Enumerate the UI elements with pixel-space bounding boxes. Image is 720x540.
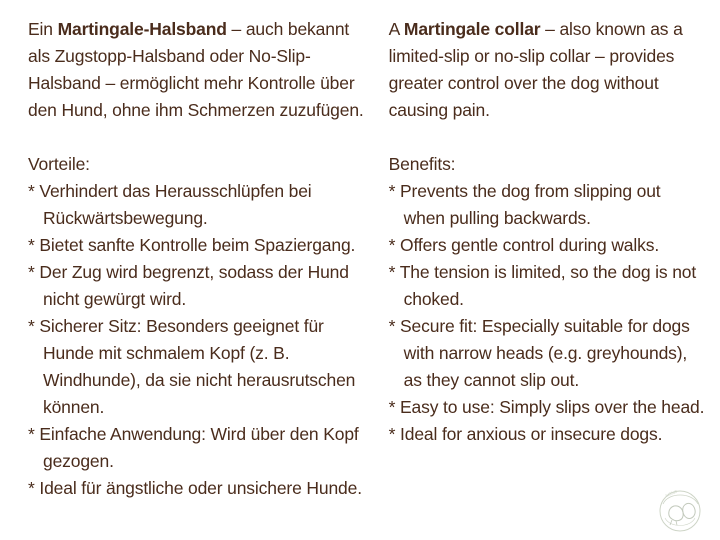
list-heading-german: Vorteile: bbox=[28, 154, 90, 174]
bullet-marker-icon: * bbox=[28, 424, 35, 444]
bullet-marker-icon: * bbox=[28, 316, 35, 336]
bullet-marker-icon: * bbox=[388, 316, 396, 336]
intro-bold-term: Martingale-Halsband bbox=[57, 19, 227, 39]
list-item-text: The tension is limited, so the dog is not choked. bbox=[399, 262, 697, 309]
list-item bbox=[389, 394, 706, 421]
list-item bbox=[28, 421, 367, 475]
bullet-marker-icon: * bbox=[28, 262, 35, 282]
list-item bbox=[389, 421, 706, 448]
bullet-marker-icon: * bbox=[388, 181, 396, 201]
bullet-marker-icon: * bbox=[28, 235, 35, 255]
list-item-text: Ideal für ängstliche oder unsichere Hunde. bbox=[39, 478, 362, 498]
list-item bbox=[389, 232, 706, 259]
list-item-text: Prevents the dog from slipping out when pulling backwards. bbox=[400, 181, 661, 228]
column-english bbox=[367, 16, 706, 540]
list-item-text: Verhindert das Herausschlüpfen bei Rückwärtsbewegung. bbox=[39, 181, 312, 228]
list-item bbox=[389, 313, 706, 394]
list-item-text: Offers gentle control during walks. bbox=[400, 235, 660, 255]
intro-text-after-bold: – also known as a limited-slip or no-slip collar – provides greater control over the dog without causing pain. bbox=[388, 19, 683, 120]
list-item bbox=[389, 259, 706, 313]
bullet-marker-icon: * bbox=[388, 235, 396, 255]
list-item bbox=[28, 475, 367, 502]
benefits-list-german bbox=[28, 178, 367, 502]
benefits-list-english bbox=[389, 178, 706, 448]
intro-text-after-bold: – auch bekannt als Zugstopp-Halsband oder No-Slip-Halsband – ermöglicht mehr Kontrolle über den Hund, ohne ihm Schmerzen zuzufügen. bbox=[28, 19, 364, 120]
column-german bbox=[28, 16, 367, 540]
list-item-text: Der Zug wird begrenzt, sodass der Hund nicht gewürgt wird. bbox=[39, 262, 349, 309]
list-item bbox=[28, 259, 367, 313]
list-heading-english: Benefits: bbox=[388, 154, 456, 174]
list-item bbox=[389, 178, 706, 232]
bullet-marker-icon: * bbox=[388, 397, 396, 417]
bullet-marker-icon: * bbox=[28, 181, 35, 201]
list-item-text: Secure fit: Especially suitable for dogs with narrow heads (e.g. greyhounds), as they cannot slip out. bbox=[400, 316, 690, 390]
intro-bold-term: Martingale collar bbox=[403, 19, 541, 39]
list-item-text: Easy to use: Simply slips over the head. bbox=[400, 397, 705, 417]
intro-paragraph-english bbox=[389, 16, 706, 124]
svg-text:\u00a0: \u00a0 bbox=[664, 488, 678, 498]
list-item bbox=[28, 178, 367, 232]
list-item-text: Sicherer Sitz: Besonders geeignet für Hunde mit schmalem Kopf (z. B. Windhunde), da sie nicht herausrutschen können. bbox=[39, 316, 356, 417]
intro-paragraph-german bbox=[28, 16, 367, 124]
intro-text-before-bold: A bbox=[388, 19, 404, 39]
bullet-marker-icon: * bbox=[388, 262, 396, 282]
bullet-marker-icon: * bbox=[388, 424, 396, 444]
bullet-marker-icon: * bbox=[28, 478, 35, 498]
intro-text-before-bold: Ein bbox=[28, 19, 58, 39]
list-item-text: Ideal for anxious or insecure dogs. bbox=[400, 424, 663, 444]
list-item-text: Einfache Anwendung: Wird über den Kopf gezogen. bbox=[39, 424, 359, 471]
list-item bbox=[28, 232, 367, 259]
list-item-text: Bietet sanfte Kontrolle beim Spaziergang. bbox=[39, 235, 356, 255]
list-item bbox=[28, 313, 367, 421]
